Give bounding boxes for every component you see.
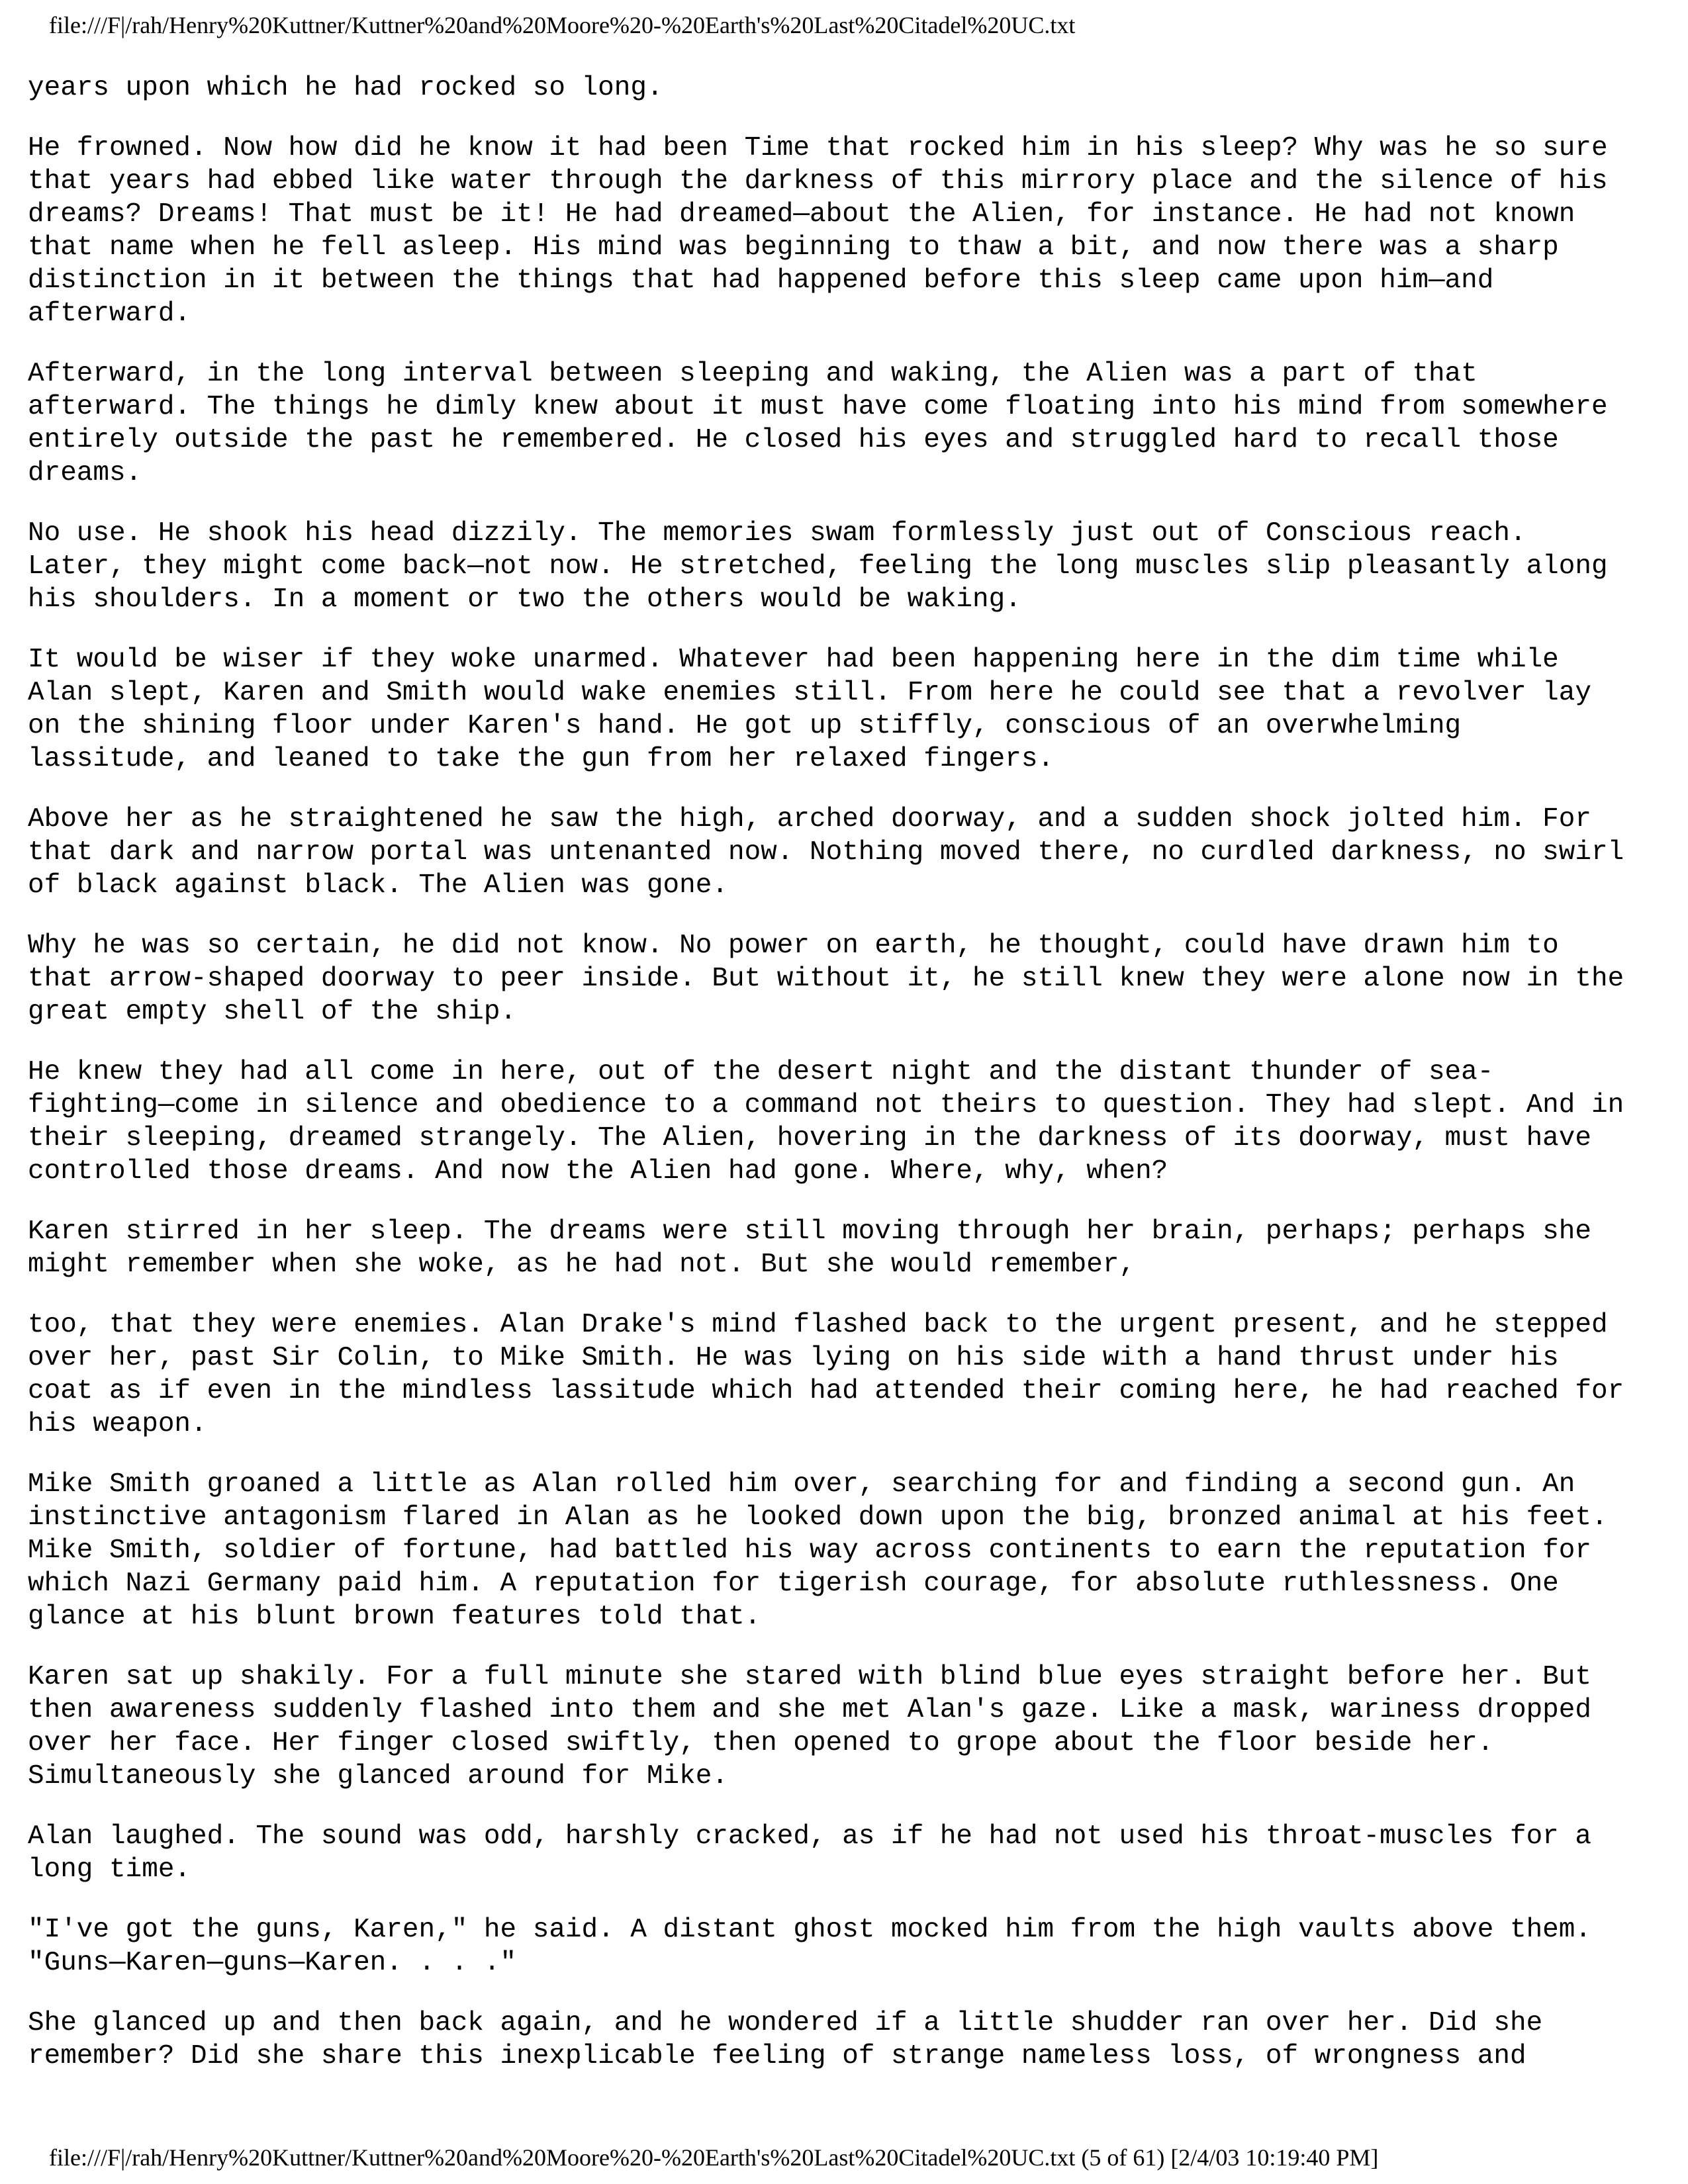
paragraph-14: "I've got the guns, Karen," he said. A distant ghost mocked him from the high vaults above them. "Guns—Karen—guns—Karen. . . ."	[28, 1915, 1591, 1978]
paragraph-7: Why he was so certain, he did not know. No power on earth, he thought, could have drawn him to that arrow-shaped doorway to peer inside. But without it, he still knew they were alone now in the great empty shell of the ship.	[28, 931, 1624, 1027]
page-header-path: file:///F|/rah/Henry%20Kuttner/Kuttner%20and%20Moore%20-%20Earth's%20Last%20Citadel%20UC.txt	[49, 12, 1076, 38]
paragraph-8: He knew they had all come in here, out of the desert night and the distant thunder of sea- fighting—come in silence and obedience to a command not theirs to question. They had slept. And in their sleeping, dreamed strangely. The Alien, hovering in the darkness of its doorway, must have controlled those dreams. And now the Alien had gone. Where, why, when?	[28, 1057, 1624, 1187]
paragraph-6: Above her as he straightened he saw the high, arched doorway, and a sudden shock jolted him. For that dark and narrow portal was untenanted now. Nothing moved there, no curdled darkness, no swirl of black against black. The Alien was gone.	[28, 804, 1624, 901]
paragraph-11: Mike Smith groaned a little as Alan rolled him over, searching for and finding a second gun. An instinctive antagonism flared in Alan as he looked down upon the big, bronzed animal at his feet. Mike Smith, soldier of fortune, had battled his way across continents to earn the reputation for which Nazi Germany paid him. A reputation for tigerish courage, for absolute ruthlessness. One glance at his blunt brown features told that.	[28, 1469, 1608, 1632]
paragraph-10: too, that they were enemies. Alan Drake's mind flashed back to the urgent present, and he stepped over her, past Sir Colin, to Mike Smith. He was lying on his side with a hand thrust under his coat as if even in the mindless lassitude which had attended their coming here, he had reached for his weapon.	[28, 1310, 1624, 1439]
document-body	[28, 71, 1669, 2100]
paragraph-12: Karen sat up shakily. For a full minute she stared with blind blue eyes straight before her. But then awareness suddenly flashed into them and she met Alan's gaze. Like a mask, wariness dropped over her face. Her finger closed swiftly, then opened to grope about the floor beside her. Simultaneously she glanced around for Mike.	[28, 1662, 1591, 1792]
page-footer-info: file:///F|/rah/Henry%20Kuttner/Kuttner%20and%20Moore%20-%20Earth's%20Last%20Citadel%20UC.txt (5 of 61) [2/4/03 10:19:40 PM]	[49, 2144, 1379, 2171]
paragraph-2: He frowned. Now how did he know it had been Time that rocked him in his sleep? Why was he so sure that years had ebbed like water through the darkness of this mirrory place and the silence of his dreams? Dreams! That must be it! He had dreamed—about the Alien, for instance. He had not known that name when he fell asleep. His mind was beginning to thaw a bit, and now there was a sharp distinction in it between the things that had happened before this sleep came upon him—and afterward.	[28, 133, 1608, 329]
paragraph-5: It would be wiser if they woke unarmed. Whatever had been happening here in the dim time while Alan slept, Karen and Smith would wake enemies still. From here he could see that a revolver lay on the shining floor under Karen's hand. He got up stiffly, conscious of an overwhelming lassitude, and leaned to take the gun from her relaxed fingers.	[28, 645, 1591, 774]
paragraph-9: Karen stirred in her sleep. The dreams were still moving through her brain, perhaps; perhaps she might remember when she woke, as he had not. But she would remember,	[28, 1216, 1591, 1280]
paragraph-15: She glanced up and then back again, and he wondered if a little shudder ran over her. Did she remember? Did she share this inexplicable feeling of strange nameless loss, of wrongness and	[28, 2008, 1543, 2071]
paragraph-1: years upon which he had rocked so long.	[28, 73, 663, 103]
paragraph-4: No use. He shook his head dizzily. The memories swam formlessly just out of Conscious reach. Later, they might come back—not now. He stretched, feeling the long muscles slip pleasantly along his shoulders. In a moment or two the others would be waking.	[28, 518, 1608, 615]
paragraph-13: Alan laughed. The sound was odd, harshly cracked, as if he had not used his throat-muscles for a long time.	[28, 1821, 1591, 1885]
paragraph-3: Afterward, in the long interval between sleeping and waking, the Alien was a part of that afterward. The things he dimly knew about it must have come floating into his mind from somewhere entirely outside the past he remembered. He closed his eyes and struggled hard to recall those dreams.	[28, 359, 1608, 488]
